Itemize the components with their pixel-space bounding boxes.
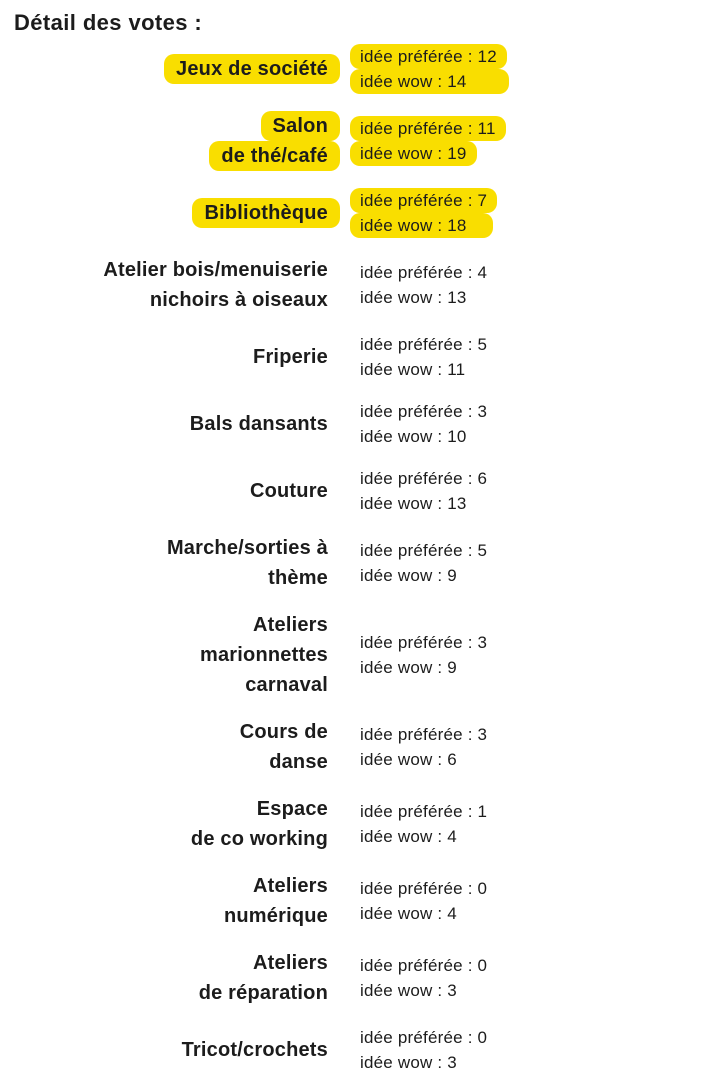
- idea-label-line: Friperie: [253, 346, 328, 368]
- wow-votes-line: idée wow : 3: [360, 1053, 457, 1072]
- idea-label: [0, 533, 340, 593]
- preferred-votes-line: idée préférée : 3: [360, 402, 488, 421]
- vote-details: [350, 332, 497, 382]
- idea-label-line: Salon: [261, 111, 340, 141]
- idea-label: [0, 409, 340, 439]
- page-title: Détail des votes :: [14, 10, 203, 35]
- wow-votes-line: idée wow : 9: [360, 658, 457, 677]
- vote-row: [0, 466, 724, 516]
- wow-votes-line: idée wow : 4: [360, 904, 457, 923]
- idea-label-line: Atelier bois/menuiserie: [103, 259, 328, 281]
- idea-label: [0, 610, 340, 700]
- vote-row: [0, 111, 724, 171]
- vote-details: [350, 538, 497, 588]
- idea-label: [0, 198, 340, 228]
- wow-votes-line: idée wow : 14: [350, 69, 509, 94]
- idea-label: [0, 1035, 340, 1065]
- idea-label-line: marionnettes: [200, 644, 328, 666]
- preferred-votes-line: idée préférée : 11: [350, 116, 506, 141]
- idea-label: [0, 948, 340, 1008]
- idea-label-line: de co working: [190, 828, 328, 850]
- idea-label-line: de réparation: [198, 982, 328, 1004]
- idea-label: [0, 54, 340, 84]
- vote-row: [0, 399, 724, 449]
- preferred-votes-line: idée préférée : 1: [360, 802, 488, 821]
- idea-label: [0, 794, 340, 854]
- wow-votes-line: idée wow : 19: [350, 141, 477, 166]
- idea-label-line: Ateliers: [253, 952, 328, 974]
- preferred-votes-line: idée préférée : 4: [360, 263, 488, 282]
- vote-row: [0, 717, 724, 777]
- vote-details: [350, 876, 497, 926]
- idea-label-line: Marche/sorties à: [166, 537, 328, 559]
- vote-details: [350, 722, 497, 772]
- idea-label: [0, 476, 340, 506]
- idea-label: [0, 342, 340, 372]
- preferred-votes-line: idée préférée : 3: [360, 725, 488, 744]
- idea-label-line: de thé/café: [209, 141, 340, 171]
- vote-details: [350, 399, 497, 449]
- idea-label-line: danse: [269, 751, 328, 773]
- vote-details: [350, 799, 497, 849]
- idea-label-line: thème: [268, 567, 328, 589]
- idea-label: [0, 255, 340, 315]
- vote-details: [350, 953, 497, 1003]
- preferred-votes-line: idée préférée : 7: [350, 188, 497, 213]
- idea-label-line: Cours de: [239, 721, 328, 743]
- wow-votes-line: idée wow : 13: [360, 288, 467, 307]
- votes-list: [0, 44, 724, 1092]
- idea-label: [0, 871, 340, 931]
- wow-votes-line: idée wow : 10: [360, 427, 467, 446]
- vote-row: [0, 610, 724, 700]
- preferred-votes-line: idée préférée : 12: [350, 44, 507, 69]
- vote-row: [0, 533, 724, 593]
- vote-row: [0, 794, 724, 854]
- preferred-votes-line: idée préférée : 0: [360, 879, 488, 898]
- idea-label: [0, 717, 340, 777]
- idea-label-line: Bals dansants: [189, 413, 328, 435]
- vote-row: [0, 255, 724, 315]
- vote-row: [0, 332, 724, 382]
- idea-label-line: carnaval: [245, 674, 328, 696]
- vote-row: [0, 44, 724, 94]
- idea-label-line: numérique: [223, 905, 328, 927]
- vote-details: [350, 188, 497, 238]
- vote-row: [0, 948, 724, 1008]
- wow-votes-line: idée wow : 18: [350, 213, 493, 238]
- idea-label-line: Couture: [249, 480, 328, 502]
- idea-label-line: Espace: [256, 798, 328, 820]
- preferred-votes-line: idée préférée : 6: [360, 469, 488, 488]
- preferred-votes-line: idée préférée : 3: [360, 633, 488, 652]
- wow-votes-line: idée wow : 6: [360, 750, 457, 769]
- vote-details: [350, 44, 509, 94]
- vote-details: [350, 116, 506, 166]
- preferred-votes-line: idée préférée : 5: [360, 541, 488, 560]
- idea-label-line: Bibliothèque: [192, 198, 340, 228]
- wow-votes-line: idée wow : 13: [360, 494, 467, 513]
- vote-details: [350, 630, 497, 680]
- vote-row: [0, 871, 724, 931]
- idea-label-line: Jeux de société: [164, 54, 340, 84]
- wow-votes-line: idée wow : 11: [360, 360, 466, 379]
- vote-row: [0, 1025, 724, 1075]
- idea-label-line: Ateliers: [253, 614, 328, 636]
- vote-details: [350, 1025, 497, 1075]
- idea-label-line: nichoirs à oiseaux: [149, 289, 328, 311]
- vote-details: [350, 466, 497, 516]
- idea-label: [0, 111, 340, 171]
- preferred-votes-line: idée préférée : 0: [360, 956, 488, 975]
- idea-label-line: Ateliers: [253, 875, 328, 897]
- preferred-votes-line: idée préférée : 5: [360, 335, 488, 354]
- wow-votes-line: idée wow : 4: [360, 827, 457, 846]
- preferred-votes-line: idée préférée : 0: [360, 1028, 488, 1047]
- vote-row: [0, 188, 724, 238]
- wow-votes-line: idée wow : 3: [360, 981, 457, 1000]
- idea-label-line: Tricot/crochets: [181, 1039, 328, 1061]
- wow-votes-line: idée wow : 9: [360, 566, 457, 585]
- vote-details: [350, 260, 497, 310]
